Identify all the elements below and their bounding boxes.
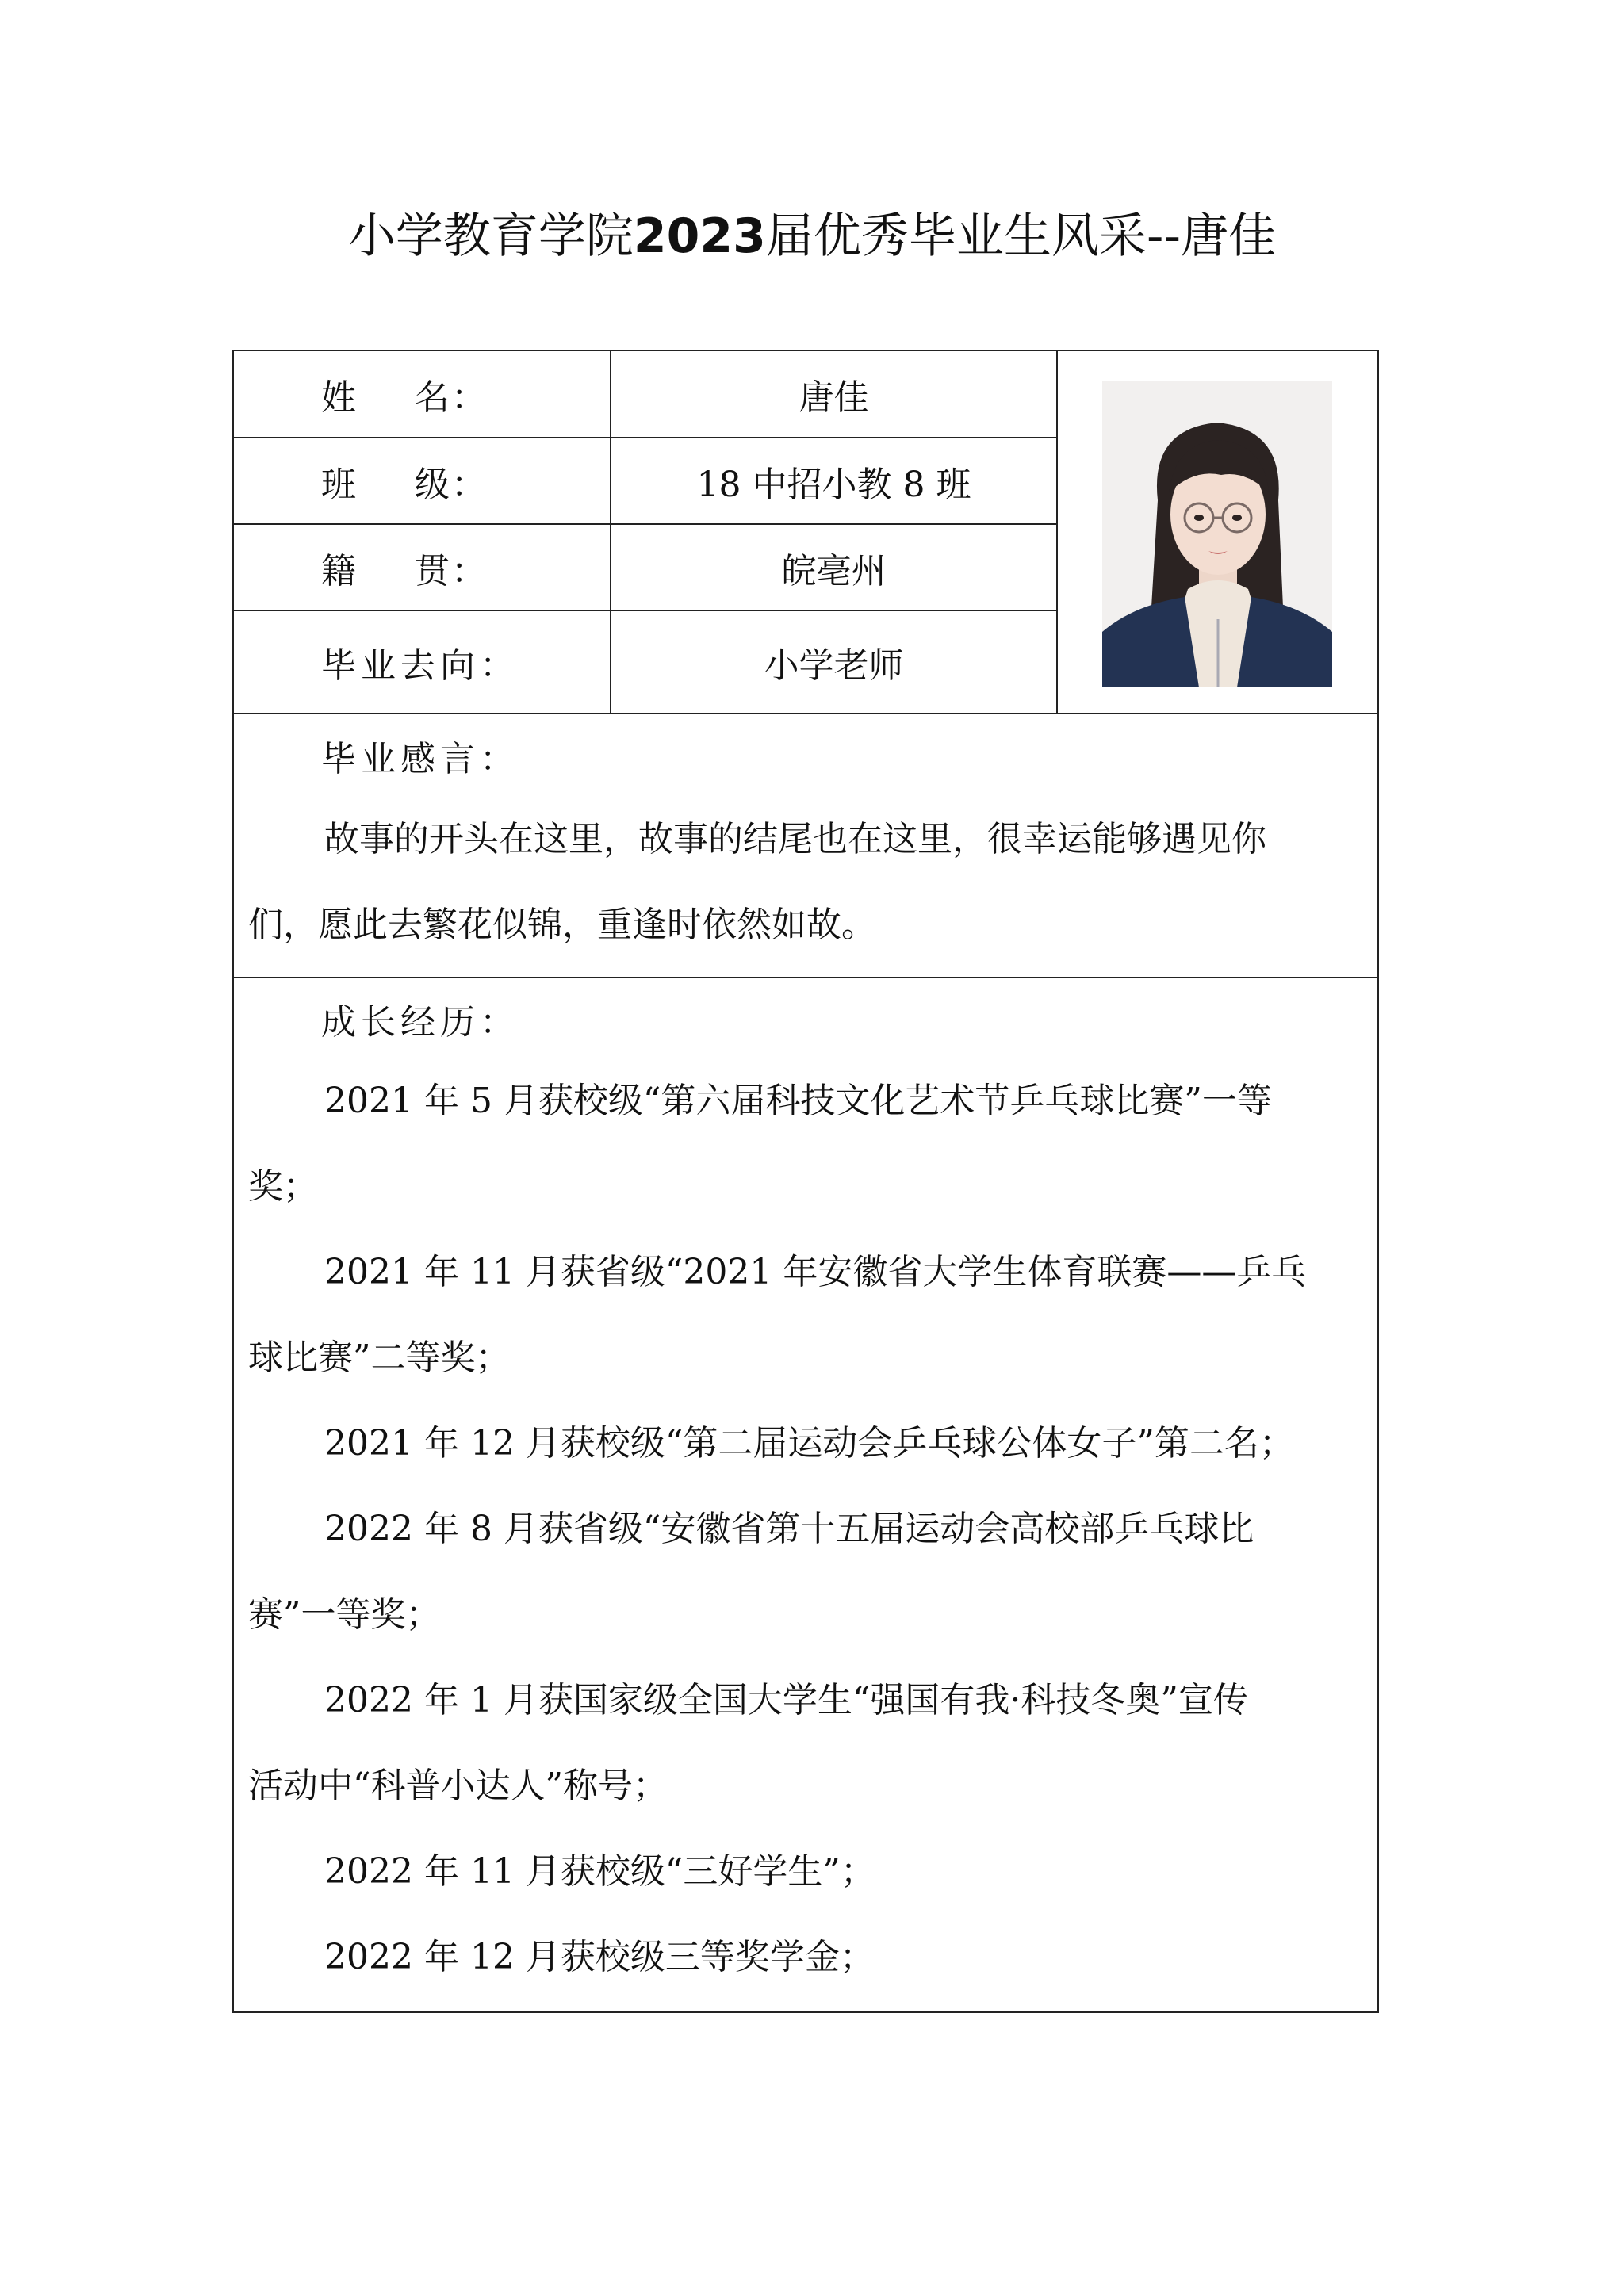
graduate-portrait-photo [1102,381,1332,687]
class-label-char-1: 班 [321,465,358,505]
column-divider [1056,351,1058,714]
graduate-info-table [232,350,1379,2013]
award-item-continuation: 球比赛”二等奖； [248,1337,511,1378]
award-item: 2021 年 11 月获省级“2021 年安徽省大学生体育联赛——乒乓 [324,1252,1307,1292]
title-year: 2023 [633,209,766,264]
destination-label-text: 毕业去向： [321,645,519,686]
award-item: 2022 年 12 月获校级三等奖学金； [324,1937,875,1977]
origin-label-char-2: 贯： [415,551,488,591]
destination-value: 小学老师 [764,645,904,686]
speech-heading: 毕业感言： [321,739,519,779]
award-item-continuation: 奖； [248,1166,318,1207]
portrait-illustration [1102,381,1332,687]
award-item: 2021 年 5 月获校级“第六届科技文化艺术节乒乓球比赛”一等 [324,1081,1272,1121]
page-title [0,205,1624,268]
class-label-char-2: 级： [415,465,488,505]
origin-value: 皖亳州 [781,551,887,591]
growth-heading: 成长经历： [321,1002,519,1043]
speech-paragraph [248,797,1368,968]
award-item-continuation: 赛”一等奖； [248,1594,441,1635]
speech-line: 们，愿此去繁花似锦，重逢时依然如故。 [248,905,876,945]
name-value: 唐佳 [799,377,869,418]
award-item-continuation: 活动中“科普小达人”称号； [248,1766,668,1806]
name-label [234,351,610,437]
origin-label [234,525,610,610]
origin-label-char-1: 籍 [321,551,358,591]
speech-line: 故事的开头在这里，故事的结尾也在这里，很幸运能够遇见你 [324,819,1266,859]
name-label-char-2: 名： [415,377,488,418]
destination-label [234,611,610,713]
class-value: 18 中招小教 8 班 [696,465,971,505]
section-divider [234,713,1377,714]
title-prefix: 小学教育学院 [347,209,634,264]
award-item: 2022 年 8 月获省级“安徽省第十五届运动会高校部乒乓球比 [324,1509,1254,1549]
name-label-char-1: 姓 [321,377,358,418]
growth-list [248,1058,1368,2000]
award-item: 2022 年 1 月获国家级全国大学生“强国有我·科技冬奥”宣传 [324,1680,1248,1720]
class-label [234,438,610,524]
section-divider [234,977,1377,978]
title-suffix: 届优秀毕业生风采--唐佳 [765,209,1277,264]
award-item: 2021 年 12 月获校级“第二届运动会乒乓球公体女子”第二名； [324,1423,1294,1464]
award-item: 2022 年 11 月获校级“三好学生”； [324,1851,875,1892]
